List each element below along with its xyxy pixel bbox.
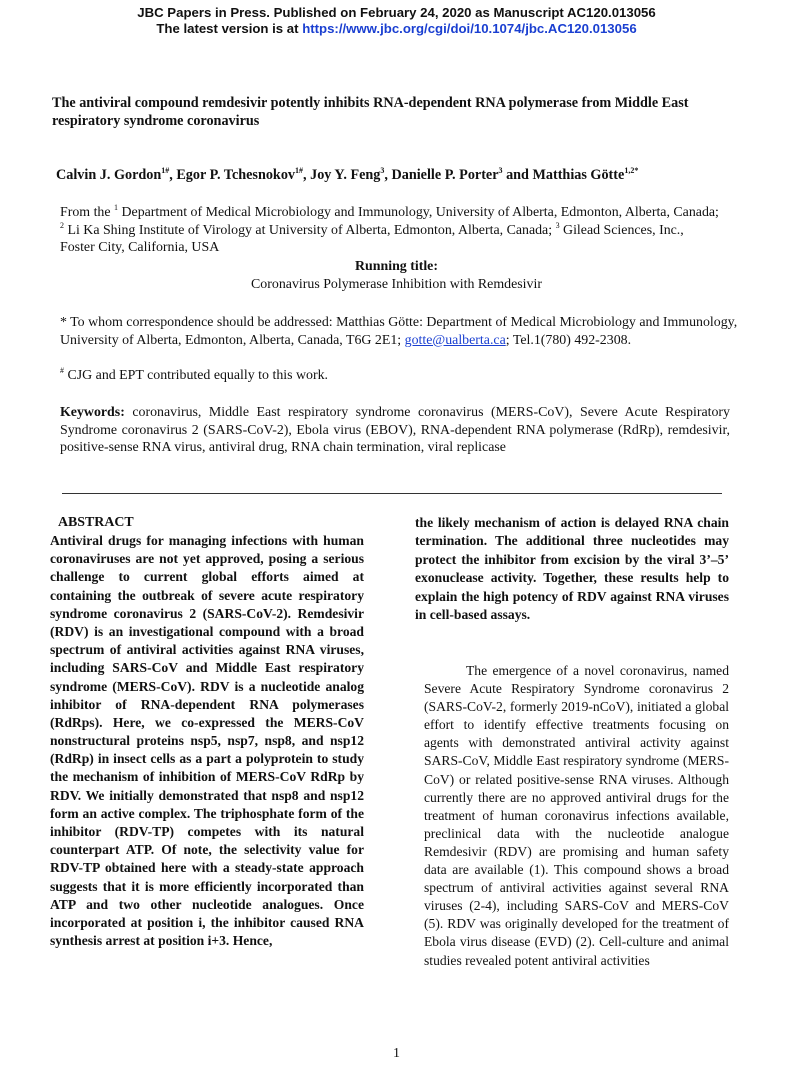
correspondence-text: * To whom correspondence should be addressed: Matthias Götte: Department of Medical Microbiology and Immunology, University of Alberta, Edmonton, Alberta, Canada, T6G 2E1; <box>60 315 738 348</box>
abstract-heading: ABSTRACT <box>58 515 134 530</box>
author-separator: , <box>303 167 311 183</box>
author-separator: , <box>384 167 392 183</box>
author-affiliation-mark: 1,2* <box>624 166 639 175</box>
correspondence-note <box>60 314 740 349</box>
introduction-paragraph: The emergence of a novel coronavirus, named Severe Acute Respiratory Syndrome coronavirus 2 (SARS-CoV-2, formerly 2019-nCoV), initiated a global effort to identify effective treatments focusing on agents with demonstrated antiviral activity against SARS-CoV, Middle East respiratory syndrome (MERS-CoV) or related positive-sense RNA viruses. Although currently there are no approved antiviral drugs for the treatment of human coronavirus infections available, preclinical data with the nucleotide analogue Remdesivir (RDV) are promising and human safety data are available (1). This compound shows a broad spectrum of antiviral activities against several RNA viruses (2-4), including SARS-CoV and MERS-CoV (5). RDV was originally developed for the treatment of Ebola virus disease (EVD) (2). Cell-culture and animal studies revealed potent antiviral activities <box>424 663 729 968</box>
keywords-label: Keywords: <box>60 405 125 420</box>
affiliation-prefix: From the <box>60 205 115 220</box>
author-name: Egor P. Tchesnokov <box>176 167 296 183</box>
running-title-label: Running title: <box>355 259 438 274</box>
author-separator: , <box>169 167 177 183</box>
equal-contribution-text: CJG and EPT contributed equally to this work. <box>64 368 329 383</box>
affiliation-mark-1: 1 <box>114 203 119 212</box>
affiliation-mark-2: 2 <box>60 220 64 230</box>
author-name: Matthias Götte <box>532 167 625 183</box>
paper-title: The antiviral compound remdesivir potently inhibits RNA-dependent RNA polymerase from Middle East respiratory syndrome coronavirus <box>52 95 689 129</box>
author-affiliation-mark: 3 <box>380 166 385 175</box>
affiliation-1: Department of Medical Microbiology and Immunology, University of Alberta, Edmonton, Alberta, Canada; <box>118 205 719 220</box>
affiliation-3: Gilead Sciences, Inc., Foster City, California, USA <box>60 222 684 256</box>
correspondence-phone: ; Tel.1(780) 492-2308. <box>505 332 632 348</box>
equal-contribution-mark: # <box>60 366 64 375</box>
author-affiliation-mark: 1# <box>295 166 304 175</box>
author-affiliation-mark: 1# <box>161 166 170 175</box>
author-separator: and <box>502 167 533 183</box>
affiliation-2: Li Ka Shing Institute of Virology at University of Alberta, Edmonton, Alberta, Canada; <box>64 222 556 238</box>
banner-line-1: JBC Papers in Press. Published on February 24, 2020 as Manuscript AC120.013056 <box>137 5 656 20</box>
abstract-left-column: Antiviral drugs for managing infections with human coronaviruses are not yet approved, posing a serious challenge to current global efforts aimed at containing the outbreak of severe acute respiratory syndrome coronavirus 2 (SARS-CoV-2). Remdesivir (RDV) is an investigational compound with a broad spectrum of antiviral activities against RNA viruses, including SARS-CoV and Middle East respiratory syndrome (MERS-CoV). RDV is a nucleotide analog inhibitor of RNA-dependent RNA polymerases (RdRps). Here, we co-expressed the MERS-CoV nonstructural proteins nsp5, nsp7, nsp8, and nsp12 (RdRp) in insect cells as a part a polyprotein to study the mechanism of inhibition of MERS-CoV RdRp by RDV. We initially demonstrated that nsp8 and nsp12 form an active complex. The triphosphate form of the inhibitor (RDV-TP) competes with its natural counterpart ATP. Of note, the selectivity value for RDV-TP obtained here with a steady-state approach suggests that it is more efficiently incorporated than ATP and two other nucleotide analogues. Once incorporated at position i, the inhibitor caused RNA synthesis arrest at position i+3. Hence, <box>50 533 364 949</box>
author-affiliation-mark: 3 <box>498 166 503 175</box>
banner-line-2-prefix: The latest version is at <box>156 21 303 36</box>
author-name: Danielle P. Porter <box>391 167 499 183</box>
author-list <box>56 166 756 184</box>
affiliations <box>60 204 720 257</box>
equal-contribution-note <box>60 367 740 385</box>
banner-line-2 <box>0 21 793 37</box>
doi-link[interactable]: https://www.jbc.org/cgi/doi/10.1074/jbc.AC120.013056 <box>302 21 637 36</box>
running-title: Coronavirus Polymerase Inhibition with Remdesivir <box>251 277 542 292</box>
affiliation-mark-3: 3 <box>555 220 560 230</box>
publication-banner <box>0 5 793 37</box>
author-name: Calvin J. Gordon <box>56 167 162 183</box>
section-divider <box>62 493 722 494</box>
author-name: Joy Y. Feng <box>310 167 381 183</box>
page-number: 1 <box>393 1046 400 1061</box>
abstract-right-column: the likely mechanism of action is delayed RNA chain termination. The additional three nucleotides may protect the inhibitor from excision by the viral 3’–5’ exonuclease activity. Together, these results help to explain the high potency of RDV against RNA viruses in cell-based assays. <box>415 515 729 623</box>
email-link[interactable]: gotte@ualberta.ca <box>404 332 506 348</box>
keywords <box>60 404 730 457</box>
keywords-text: coronavirus, Middle East respiratory syndrome coronavirus (MERS-CoV), Severe Acute Respiratory Syndrome coronavirus 2 (SARS-CoV-2), Ebola virus (EBOV), RNA-dependent RNA polymerase (RdRp), remdesivir, positive-sense RNA virus, antiviral drug, RNA chain termination, viral replicase <box>60 405 730 456</box>
